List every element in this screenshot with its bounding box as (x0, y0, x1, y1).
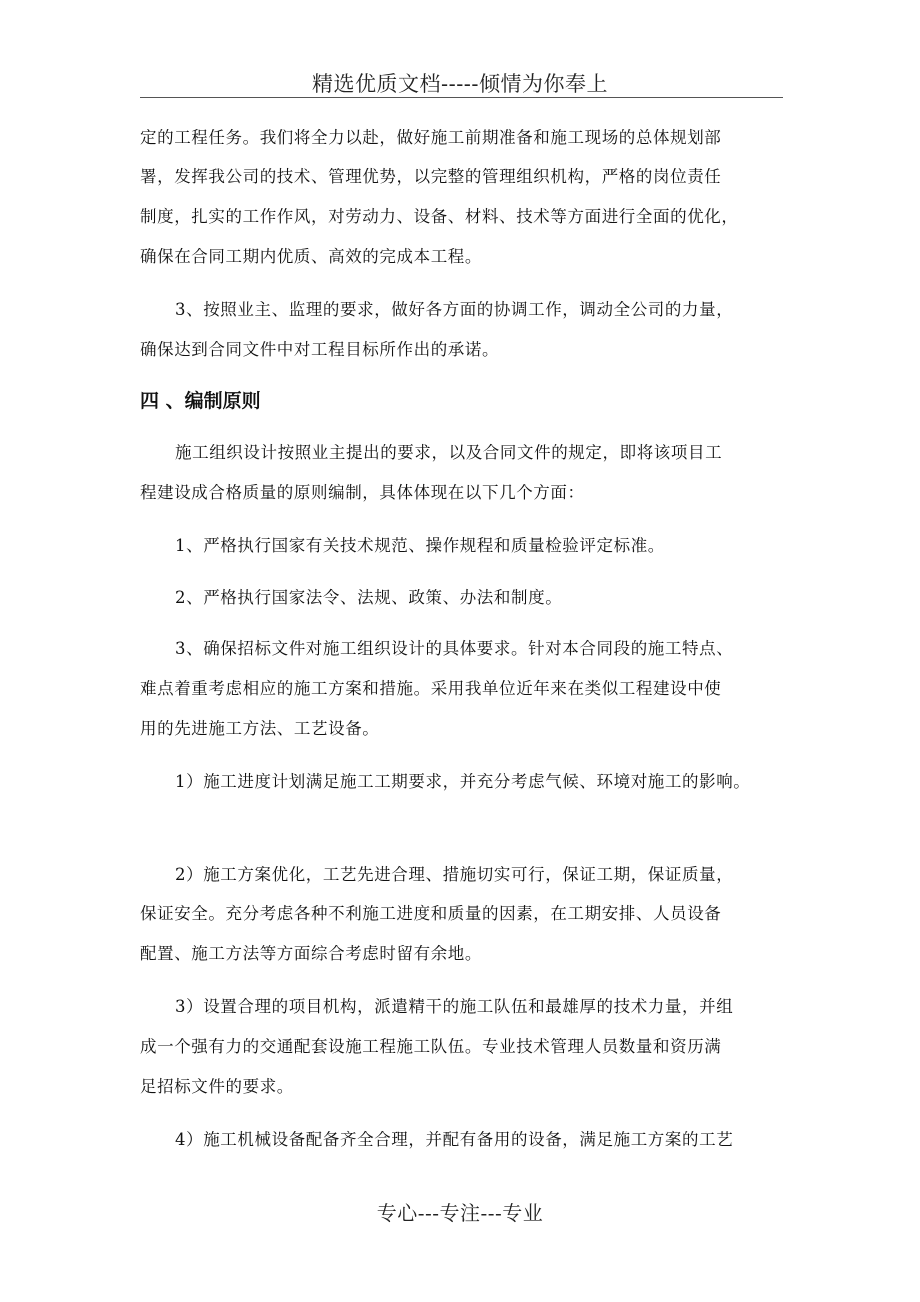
text-line: 施工组织设计按照业主提出的要求，以及合同文件的规定，即将该项目工 (175, 443, 723, 462)
page-footer: 专心---专注---专业 (376, 1201, 544, 1225)
text-line: 3）设置合理的项目机构，派遣精干的施工队伍和最雄厚的技术力量，并组 (175, 997, 734, 1016)
text-line: 署，发挥我公司的技术、管理优势，以完整的管理组织机构，严格的岗位责任 (140, 167, 722, 186)
list-item: 1、严格执行国家有关技术规范、操作规程和质量检验评定标准。 (175, 536, 665, 555)
header-divider (140, 97, 783, 98)
page-header: 精选优质文档-----倾情为你奉上 (312, 72, 608, 96)
text-line: 用的先进施工方法、工艺设备。 (140, 719, 380, 738)
list-item: 2、严格执行国家法令、法规、政策、办法和制度。 (175, 588, 563, 607)
text-line: 4）施工机械设备配备齐全合理，并配有备用的设备，满足施工方案的工艺 (175, 1130, 734, 1149)
text-line: 2）施工方案优化，工艺先进合理、措施切实可行，保证工期，保证质量， (175, 865, 734, 884)
text-line: 确保达到合同文件中对工程目标所作出的承诺。 (140, 340, 500, 359)
text-line: 配置、施工方法等方面综合考虑时留有余地。 (140, 944, 482, 963)
text-line: 足招标文件的要求。 (140, 1077, 294, 1096)
section-heading: 四 、编制原则 (140, 390, 261, 412)
text-line: 定的工程任务。我们将全力以赴，做好施工前期准备和施工现场的总体规划部 (140, 128, 722, 147)
text-line: 确保在合同工期内优质、高效的完成本工程。 (140, 247, 482, 266)
sub-list-item: 1）施工进度计划满足施工工期要求，并充分考虑气候、环境对施工的影响。 (175, 772, 751, 791)
text-line: 成一个强有力的交通配套设施工程施工队伍。专业技术管理人员数量和资历满 (140, 1037, 722, 1056)
text-line: 3、确保招标文件对施工组织设计的具体要求。针对本合同段的施工特点、 (175, 639, 734, 658)
text-line: 制度，扎实的工作作风，对劳动力、设备、材料、技术等方面进行全面的优化， (140, 207, 739, 226)
text-line: 3、按照业主、监理的要求，做好各方面的协调工作，调动全公司的力量， (175, 300, 734, 319)
text-line: 难点着重考虑相应的施工方案和措施。采用我单位近年来在类似工程建设中使 (140, 679, 722, 698)
text-line: 程建设成合格质量的原则编制，具体体现在以下几个方面： (140, 483, 585, 502)
text-line: 保证安全。充分考虑各种不利施工进度和质量的因素，在工期安排、人员设备 (140, 904, 722, 923)
